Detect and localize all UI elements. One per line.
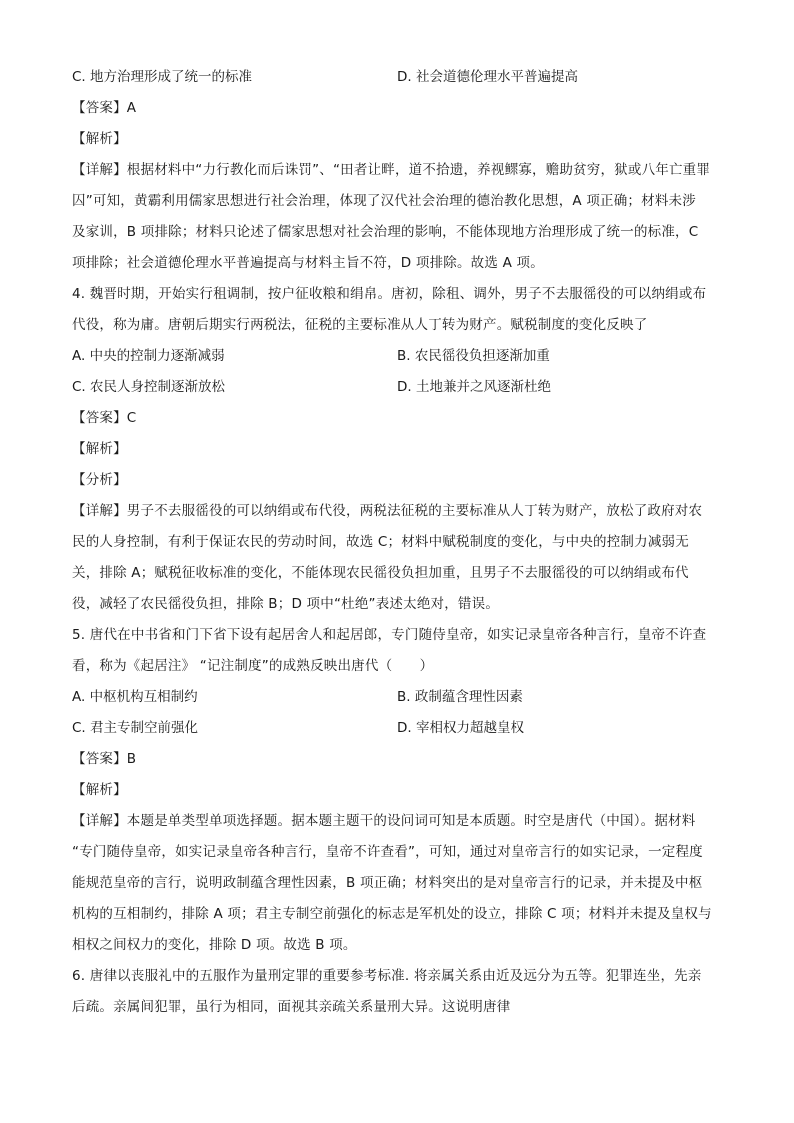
q4-option-c: C. 农民人身控制逐渐放松: [72, 379, 226, 395]
q5-detail-line: 能规范皇帝的言行，说明政制蕴含理性因素，B 项正确；材料突出的是对皇帝言行的记录，并未提及中枢: [72, 875, 703, 891]
q3-detail-line: 及家训，B 项排除；材料只论述了儒家思想对社会治理的影响，不能体现地方治理形成了统一的标准，C: [72, 224, 699, 240]
q5-option-a: A. 中枢机构互相制约: [72, 689, 198, 705]
q3-detail-line: 囚”可知，黄霸利用儒家思想进行社会治理，体现了汉代社会治理的德治教化思想，A 项正确；材料未涉: [72, 193, 696, 209]
q4-option-d: D. 土地兼并之风逐渐杜绝: [397, 379, 551, 395]
q3-option-c: C. 地方治理形成了统一的标准: [72, 69, 253, 85]
q4-stem-line: 4. 魏晋时期，开始实行租调制，按户征收粮和绢帛。唐初，除租、调外，男子不去服徭役的可以纳绢或布: [72, 286, 707, 302]
q3-option-d: D. 社会道德伦理水平普遍提高: [397, 69, 578, 85]
q6-stem-line: 6. 唐律以丧服礼中的五服作为量刑定罪的重要参考标准. 将亲属关系由近及远分为五等。犯罪连坐，先亲: [72, 968, 702, 984]
q5-detail-line: 机构的互相制约，排除 A 项；君主专制空前强化的标志是军机处的设立，排除 C 项；材料并未提及皇权与: [72, 906, 712, 922]
q4-detail: [72, 496, 724, 620]
q4-answer: 【答案】C: [72, 410, 137, 426]
q4-analysis-heading: 【解析】: [72, 441, 127, 457]
q5-detail-line: 相权之间权力的变化，排除 D 项。故选 B 项。: [72, 937, 357, 953]
q5-stem-line: 5. 唐代在中书省和门下省下设有起居舍人和起居郎，专门随侍皇帝，如实记录皇帝各种言行，皇帝不许查: [72, 627, 707, 643]
q5-analysis-heading: 【解析】: [72, 782, 127, 798]
q3-analysis-heading: 【解析】: [72, 131, 127, 147]
q4-option-b: B. 农民徭役负担逐渐加重: [397, 348, 550, 364]
q5-detail-line: “专门随侍皇帝，如实记录皇帝各种言行，皇帝不许查看”，可知，通过对皇帝言行的如实记录，一定程度: [72, 844, 703, 860]
q3-answer: 【答案】A: [72, 100, 137, 116]
q4-options-cd: [72, 372, 724, 403]
q4-option-a: A. 中央的控制力逐渐减弱: [72, 348, 225, 364]
q3-detail-line: 项排除；社会道德伦理水平普遍提高与材料主旨不符，D 项排除。故选 A 项。: [72, 255, 544, 271]
q4-stem: [72, 279, 724, 341]
q4-detail-line: 役，减轻了农民徭役负担，排除 B；D 项中“杜绝”表述太绝对，错误。: [72, 596, 500, 612]
q4-stem-line: 代役，称为庸。唐朝后期实行两税法，征税的主要标准从人丁转为财产。赋税制度的变化反映了: [72, 317, 648, 333]
q4-detail-line: 【详解】男子不去服徭役的可以纳绢或布代役，两税法征税的主要标准从人丁转为财产，放松了政府对农: [72, 503, 703, 519]
q5-detail: [72, 806, 724, 961]
q3-detail-line: 【详解】根据材料中“力行教化而后诛罚”、“田者让畔，道不拾遗，养视鳏寡，赡助贫穷，狱或八年亡重罪: [72, 162, 711, 178]
q6-stem: [72, 961, 724, 1023]
q5-option-c: C. 君主专制空前强化: [72, 720, 199, 736]
q5-options-ab: [72, 682, 724, 713]
q5-stem: [72, 620, 724, 682]
q5-detail-line: 【详解】本题是单类型单项选择题。据本题主题干的设问词可知是本质题。时空是唐代（中国）。据材料: [72, 813, 696, 829]
q5-stem-line: 看，称为《起居注》 “记注制度”的成熟反映出唐代（ ）: [72, 658, 434, 674]
q4-options-ab: [72, 341, 724, 372]
q6-stem-line: 后疏。亲属间犯罪，虽行为相同，面视其亲疏关系量刑大异。这说明唐律: [72, 999, 511, 1015]
q4-detail-line: 民的人身控制，有利于保证农民的劳动时间，故选 C；材料中赋税制度的变化，与中央的控制力减弱无: [72, 534, 689, 550]
q3-options-cd: [72, 62, 724, 93]
q5-option-b: B. 政制蕴含理性因素: [397, 689, 523, 705]
q4-analysis-subheading: 【分析】: [72, 472, 127, 488]
q5-options-cd: [72, 713, 724, 744]
q4-detail-line: 关，排除 A；赋税征收标准的变化，不能体现农民徭役负担加重，且男子不去服徭役的可以纳绢或布代: [72, 565, 689, 581]
q3-detail: [72, 155, 724, 279]
q5-option-d: D. 宰相权力超越皇权: [397, 720, 524, 736]
q5-answer: 【答案】B: [72, 751, 137, 767]
